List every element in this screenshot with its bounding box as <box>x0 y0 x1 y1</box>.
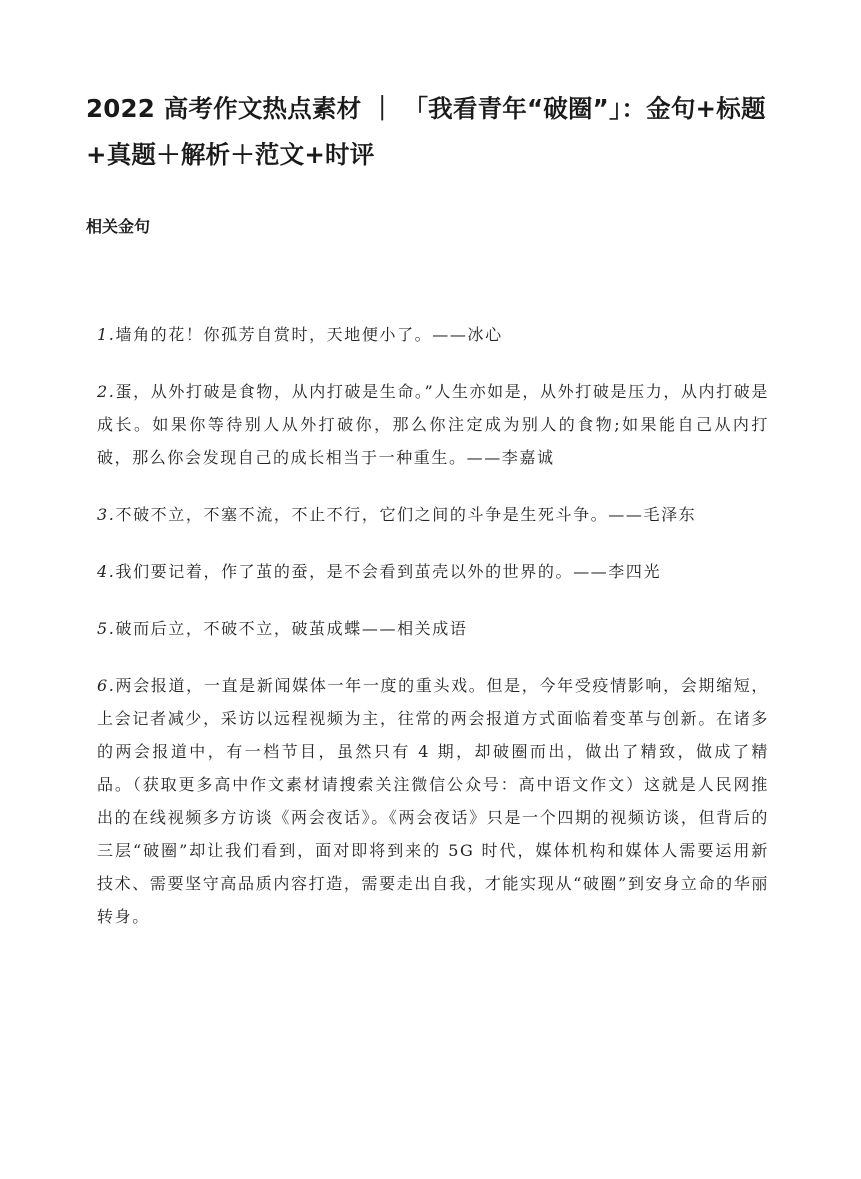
quote-text: 破而后立，不破不立，破茧成蝶——相关成语 <box>115 619 468 638</box>
quote-text: 两会报道，一直是新闻媒体一年一度的重头戏。但是，今年受疫情影响，会期缩短，上会记者减少，采访以远程视频为主，往常的两会报道方式面临着变革与创新。在诸多的两会报道中，有一档节目，虽然只有 4 期，却破圈而出，做出了精致，做成了精品。（获取更多高中作文素材请搜索关注微信公众号：高中语文作文）这就是人民网推出的在线视频多方访谈《两会夜话》。《两会夜话》只是一个四期的视频访谈，但背后的三层“破圈”却让我们看到，面对即将到来的 5G 时代，媒体机构和媒体人需要运用新技术、需要坚守高品质内容打造，需要走出自我，才能实现从“破圈”到安身立命的华丽转身。 <box>97 676 769 926</box>
quote-item <box>97 318 769 351</box>
quote-item <box>97 498 769 531</box>
quote-number: 5. <box>97 619 116 638</box>
quote-list <box>97 318 769 957</box>
section-heading: 相关金句 <box>86 217 151 236</box>
quote-item <box>97 669 769 933</box>
quote-text: 不破不立，不塞不流，不止不行，它们之间的斗争是生死斗争。——毛泽东 <box>115 505 697 524</box>
document-title: 2022 高考作文热点素材 ｜ 「我看青年“破圈”」：金句+标题+真题＋解析＋范文+时评 <box>86 94 766 169</box>
quote-number: 6. <box>97 676 116 695</box>
quote-item <box>97 555 769 588</box>
quote-number: 4. <box>97 562 116 581</box>
quote-text: 蛋，从外打破是食物，从内打破是生命。”人生亦如是，从外打破是压力，从内打破是成长。如果你等待别人从外打破你，那么你注定成为别人的食物;如果能自己从内打破，那么你会发现自己的成长相当于一种重生。——李嘉诚 <box>97 382 769 467</box>
quote-number: 2. <box>97 382 116 401</box>
quote-text: 我们要记着，作了茧的蚕，是不会看到茧壳以外的世界的。——李四光 <box>115 562 662 581</box>
quote-number: 3. <box>97 505 116 524</box>
quote-item <box>97 375 769 474</box>
quote-text: 墙角的花！你孤芳自赏时，天地便小了。——冰心 <box>115 325 503 344</box>
quote-item <box>97 612 769 645</box>
quote-number: 1. <box>97 325 116 344</box>
